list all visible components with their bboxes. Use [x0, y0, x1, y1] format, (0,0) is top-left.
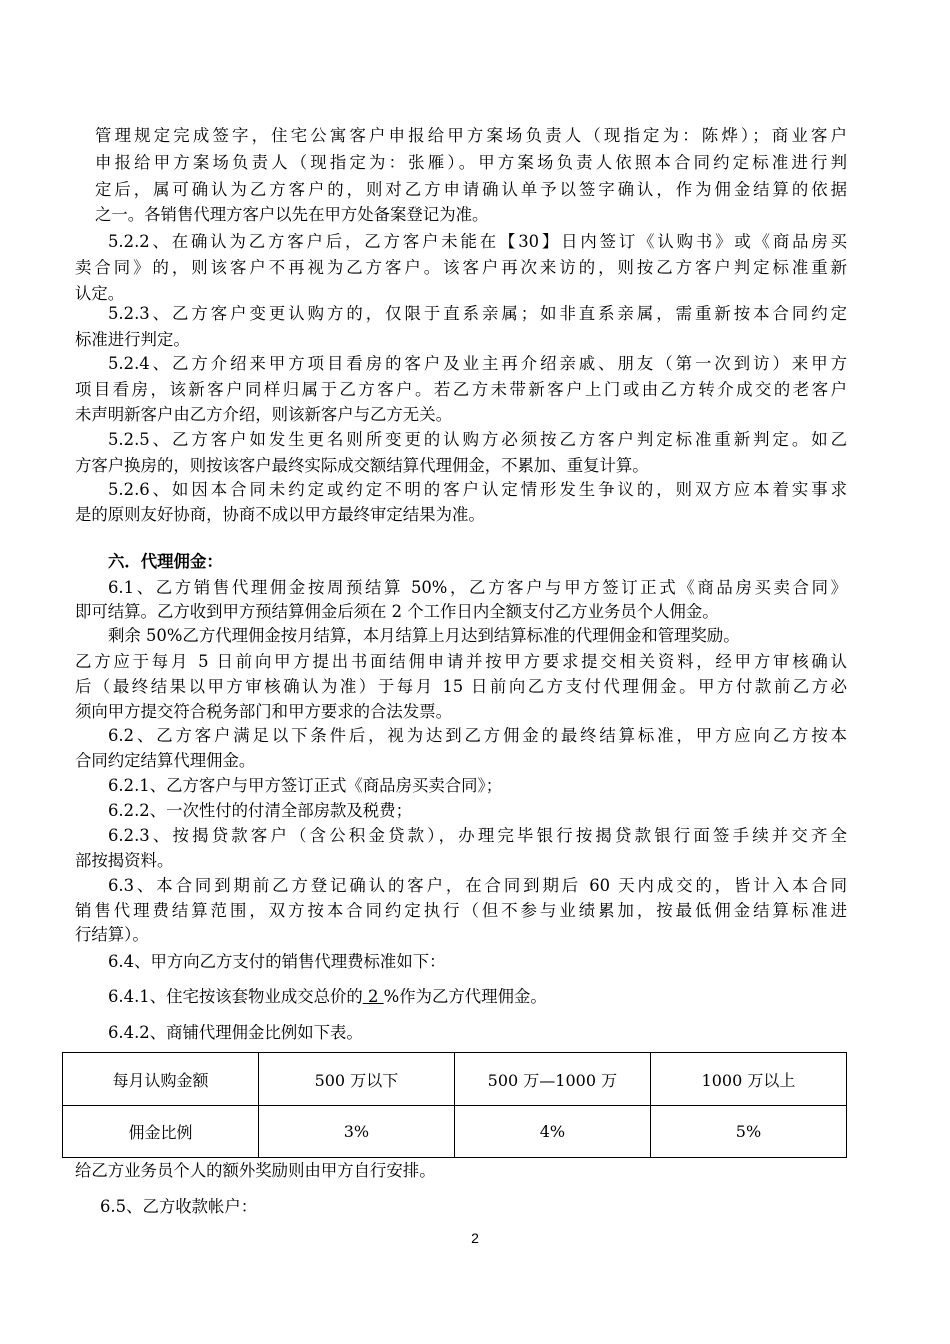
paragraph-line: 申报给甲方案场负责人（现指定为：张雁）。甲方案场负责人依照本合同约定标准进行判: [95, 153, 847, 172]
clause-6-4-2: 6.4.2、商铺代理佣金比例如下表。: [108, 1023, 363, 1042]
table-header-cell: 1000 万以上: [650, 1053, 846, 1106]
paragraph-line: 是的原则友好协商，协商不成以甲方最终审定结果为准。: [75, 505, 485, 524]
paragraph-line: 未声明新客户由乙方介绍，则该新客户与乙方无关。: [75, 405, 452, 424]
paragraph-line: 给乙方业务员个人的额外奖励则由甲方自行安排。: [75, 1161, 436, 1180]
clause-6-2-2: 6.2.2、一次性付的付清全部房款及税费；: [108, 801, 412, 820]
paragraph-line: 方客户换房的，则按该客户最终实际成交额结算代理佣金，不累加、重复计算。: [75, 456, 649, 475]
paragraph-line: 行结算）。: [75, 925, 149, 944]
clause-6-3: 6.3、本合同到期前乙方登记确认的客户，在合同到期后 60 天内成交的，皆计入本合同: [108, 876, 847, 895]
clause-5-2-6: 5.2.6、如因本合同未约定或约定不明的客户认定情形发生争议的，则双方应本着实事求: [108, 480, 847, 499]
clause-6-5: 6.5、乙方收款帐户：: [100, 1197, 258, 1216]
clause-6-4: 6.4、甲方向乙方支付的销售代理费标准如下：: [108, 952, 446, 971]
page-number: 2: [471, 1230, 479, 1246]
clause-6-2: 6.2、乙方客户满足以下条件后，视为达到乙方佣金的最终结算标准，甲方应向乙方按本: [108, 726, 847, 745]
table-cell: 4%: [454, 1106, 650, 1158]
paragraph-line: 合同约定结算代理佣金。: [75, 751, 256, 770]
clause-5-2-2: 5.2.2、在确认为乙方客户后，乙方客户未能在【30】日内签订《认购书》或《商品房买: [108, 232, 847, 251]
table-header-cell: 500 万—1000 万: [454, 1053, 650, 1106]
clause-5-2-5: 5.2.5、乙方客户如发生更名则所变更的认购方必须按乙方客户判定标准重新判定。如乙: [108, 430, 847, 449]
paragraph-line: 乙方应于每月 5 日前向甲方提出书面结佣申请并按甲方要求提交相关资料，经甲方审核确认: [75, 652, 847, 671]
paragraph-line: 认定。: [75, 284, 125, 303]
paragraph-line: 标准进行判定。: [75, 330, 190, 349]
table-cell: 5%: [650, 1106, 846, 1158]
paragraph-line: 项目看房，该新客户同样归属于乙方客户。若乙方未带新客户上门或由乙方转介成交的老客户: [75, 380, 847, 399]
clause-6-4-1: [108, 985, 547, 1009]
paragraph-line: 销售代理费结算范围，双方按本合同约定执行（但不参与业绩累加，按最低佣金结算标准进: [75, 901, 847, 920]
commission-rate-value: 2: [362, 987, 384, 1006]
table-header-cell: 每月认购金额: [63, 1053, 259, 1106]
section-heading: 六．代理佣金：: [108, 552, 223, 571]
table-row: [63, 1106, 847, 1158]
clause-5-2-4: 5.2.4、乙方介绍来甲方项目看房的客户及业主再介绍亲戚、朋友（第一次到访）来甲方: [108, 354, 847, 373]
clause-text: %作为乙方代理佣金。: [383, 987, 547, 1006]
commission-table: [62, 1052, 847, 1158]
clause-text: 6.4.1、住宅按该套物业成交总价的: [108, 987, 363, 1006]
paragraph-line: 卖合同》的，则该客户不再视为乙方客户。该客户再次来访的，则按乙方客户判定标准重新: [75, 258, 847, 277]
paragraph-line: 后（最终结果以甲方审核确认为准）于每月 15 日前向乙方支付代理佣金。甲方付款前乙方必: [75, 677, 847, 696]
paragraph-line: 须向甲方提交符合税务部门和甲方要求的合法发票。: [75, 702, 452, 721]
paragraph-line: 即可结算。乙方收到甲方预结算佣金后须在 2 个工作日内全额支付乙方业务员个人佣金。: [75, 602, 719, 621]
paragraph-line: 剩余 50%乙方代理佣金按月结算，本月结算上月达到结算标准的代理佣金和管理奖励。: [108, 626, 740, 645]
table-cell: 3%: [258, 1106, 454, 1158]
clause-6-1: 6.1、乙方销售代理佣金按周预结算 50%，乙方客户与甲方签订正式《商品房买卖合同》: [108, 578, 847, 597]
table-header-row: [63, 1053, 847, 1106]
clause-6-2-1: 6.2.1、乙方客户与甲方签订正式《商品房买卖合同》；: [108, 776, 503, 795]
table-cell: 佣金比例: [63, 1106, 259, 1158]
paragraph-line: 之一。各销售代理方客户以先在甲方处备案登记为准。: [95, 205, 489, 224]
paragraph-line: 管理规定完成签字，住宅公寓客户申报给甲方案场负责人（现指定为：陈烨）；商业客户: [95, 126, 847, 145]
paragraph-line: 定后，属可确认为乙方客户的，则对乙方申请确认单予以签字确认，作为佣金结算的依据: [95, 180, 847, 199]
clause-5-2-3: 5.2.3、乙方客户变更认购方的，仅限于直系亲属；如非直系亲属，需重新按本合同约定: [108, 304, 847, 323]
paragraph-line: 部按揭资料。: [75, 851, 174, 870]
clause-6-2-3: 6.2.3、按揭贷款客户（含公积金贷款），办理完毕银行按揭贷款银行面签手续并交齐全: [108, 826, 847, 845]
table-header-cell: 500 万以下: [258, 1053, 454, 1106]
